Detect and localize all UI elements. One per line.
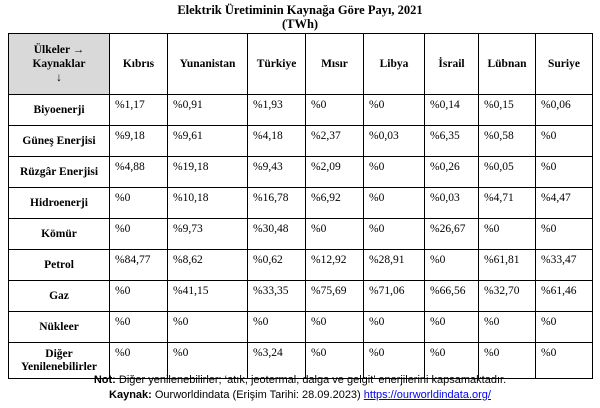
table-cell: %0	[306, 343, 364, 379]
table-cell: %4,47	[536, 188, 593, 219]
row-header: Kömür	[9, 219, 110, 250]
table-cell: %10,18	[168, 188, 248, 219]
column-header: Lübnan	[479, 34, 536, 95]
row-header: Biyoenerji	[9, 95, 110, 126]
table-row	[9, 219, 593, 250]
table-cell: %66,56	[425, 281, 479, 312]
note-text: Diğer yenilenebilirler; ‘atık, jeotermal, dalga ve gelgit’ enerjilerini kapsamaktadır.	[118, 374, 507, 386]
table-cell: %2,37	[306, 126, 364, 157]
table-cell: %84,77	[110, 250, 168, 281]
table-cell: %0	[425, 343, 479, 379]
table-cell: %16,78	[248, 188, 306, 219]
table-cell: %1,17	[110, 95, 168, 126]
table-cell: %0	[168, 312, 248, 343]
table-cell: %75,69	[306, 281, 364, 312]
row-header: Nükleer	[9, 312, 110, 343]
table-cell: %0	[110, 281, 168, 312]
table-cell: %0	[248, 312, 306, 343]
energy-share-table	[8, 33, 593, 379]
table-cell: %0	[306, 219, 364, 250]
column-header: Türkiye	[248, 34, 306, 95]
table-cell: %0,05	[479, 157, 536, 188]
table-cell: %0	[364, 312, 425, 343]
table-cell: %61,81	[479, 250, 536, 281]
row-header: Güneş Enerjisi	[9, 126, 110, 157]
table-cell: %4,18	[248, 126, 306, 157]
table-cell: %0	[536, 157, 593, 188]
table-cell: %0	[536, 343, 593, 379]
table-cell: %8,62	[168, 250, 248, 281]
corner-arrow-down: ↓	[56, 72, 62, 84]
table-cell: %0	[536, 126, 593, 157]
table-row	[9, 312, 593, 343]
table-cell: %33,35	[248, 281, 306, 312]
column-header: Yunanistan	[168, 34, 248, 95]
table-row	[9, 250, 593, 281]
column-header: Libya	[364, 34, 425, 95]
table-cell: %0	[110, 312, 168, 343]
table-cell: %0,06	[536, 95, 593, 126]
table-cell: %9,73	[168, 219, 248, 250]
row-header-line-1: Diğer	[45, 347, 73, 360]
table-cell: %6,35	[425, 126, 479, 157]
table-cell: %4,71	[479, 188, 536, 219]
table-cell: %28,91	[364, 250, 425, 281]
table-cell: %0	[110, 219, 168, 250]
table-cell: %3,24	[248, 343, 306, 379]
table-cell: %0	[306, 95, 364, 126]
table-cell: %9,61	[168, 126, 248, 157]
table-cell: %12,92	[306, 250, 364, 281]
table-cell: %0,26	[425, 157, 479, 188]
table-cell: %0	[168, 343, 248, 379]
table-cell: %71,06	[364, 281, 425, 312]
header-row	[9, 34, 593, 95]
table-cell: %0	[110, 188, 168, 219]
note-line	[0, 374, 600, 387]
table-cell: %0	[479, 343, 536, 379]
table-cell: %0	[479, 219, 536, 250]
table-cell: %33,47	[536, 250, 593, 281]
column-header: Mısır	[306, 34, 364, 95]
table-row	[9, 188, 593, 219]
column-header: Suriye	[536, 34, 593, 95]
table-row	[9, 126, 593, 157]
row-header: Hidroenerji	[9, 188, 110, 219]
source-text: Ourworldindata (Erişim Tarihi: 28.09.2023)	[154, 389, 361, 401]
table-cell: %9,43	[248, 157, 306, 188]
table-cell: %0,91	[168, 95, 248, 126]
table-cell: %0	[364, 219, 425, 250]
table-title	[0, 3, 600, 31]
table-cell: %0,15	[479, 95, 536, 126]
source-link[interactable]: https://ourworldindata.org/	[363, 389, 491, 401]
row-header-line-2: Yenilenebilirler	[20, 360, 97, 373]
table-cell: %4,88	[110, 157, 168, 188]
title-line-2: (TWh)	[281, 17, 319, 31]
table-cell: %32,70	[479, 281, 536, 312]
table-cell: %9,18	[110, 126, 168, 157]
row-header: Rüzgâr Enerjisi	[9, 157, 110, 188]
table-cell: %2,09	[306, 157, 364, 188]
column-header: Kıbrıs	[110, 34, 168, 95]
table-cell: %1,93	[248, 95, 306, 126]
table-row	[9, 281, 593, 312]
table-cell: %0	[479, 312, 536, 343]
table-cell: %0	[364, 157, 425, 188]
table-cell: %0,03	[425, 188, 479, 219]
table-cell: %26,67	[425, 219, 479, 250]
table-cell: %0,62	[248, 250, 306, 281]
table-cell: %41,15	[168, 281, 248, 312]
table-cell: %0	[536, 312, 593, 343]
table-cell: %0	[306, 312, 364, 343]
table-cell: %0	[536, 219, 593, 250]
title-line-1: Elektrik Üretiminin Kaynağa Göre Payı, 2021	[177, 3, 423, 17]
corner-countries-label: Ülkeler →	[33, 44, 85, 56]
table-cell: %61,46	[536, 281, 593, 312]
table-cell: %0	[425, 250, 479, 281]
table-cell: %0,03	[364, 126, 425, 157]
source-line	[0, 389, 600, 402]
table-cell: %0,58	[479, 126, 536, 157]
table-row	[9, 157, 593, 188]
source-label: Kaynak:	[109, 389, 152, 401]
table-cell: %0	[110, 343, 168, 379]
table-cell: %19,18	[168, 157, 248, 188]
table-cell: %0	[364, 188, 425, 219]
corner-sources-label: Kaynaklar	[32, 58, 86, 70]
table-cell: %30,48	[248, 219, 306, 250]
table-cell: %0	[364, 343, 425, 379]
corner-header	[9, 34, 110, 95]
table-row	[9, 95, 593, 126]
row-header: Petrol	[9, 250, 110, 281]
note-label: Not:	[93, 374, 116, 386]
table-cell: %0	[425, 312, 479, 343]
column-header: İsrail	[425, 34, 479, 95]
table-cell: %0,14	[425, 95, 479, 126]
row-header: Gaz	[9, 281, 110, 312]
table-cell: %0	[364, 95, 425, 126]
table-cell: %6,92	[306, 188, 364, 219]
